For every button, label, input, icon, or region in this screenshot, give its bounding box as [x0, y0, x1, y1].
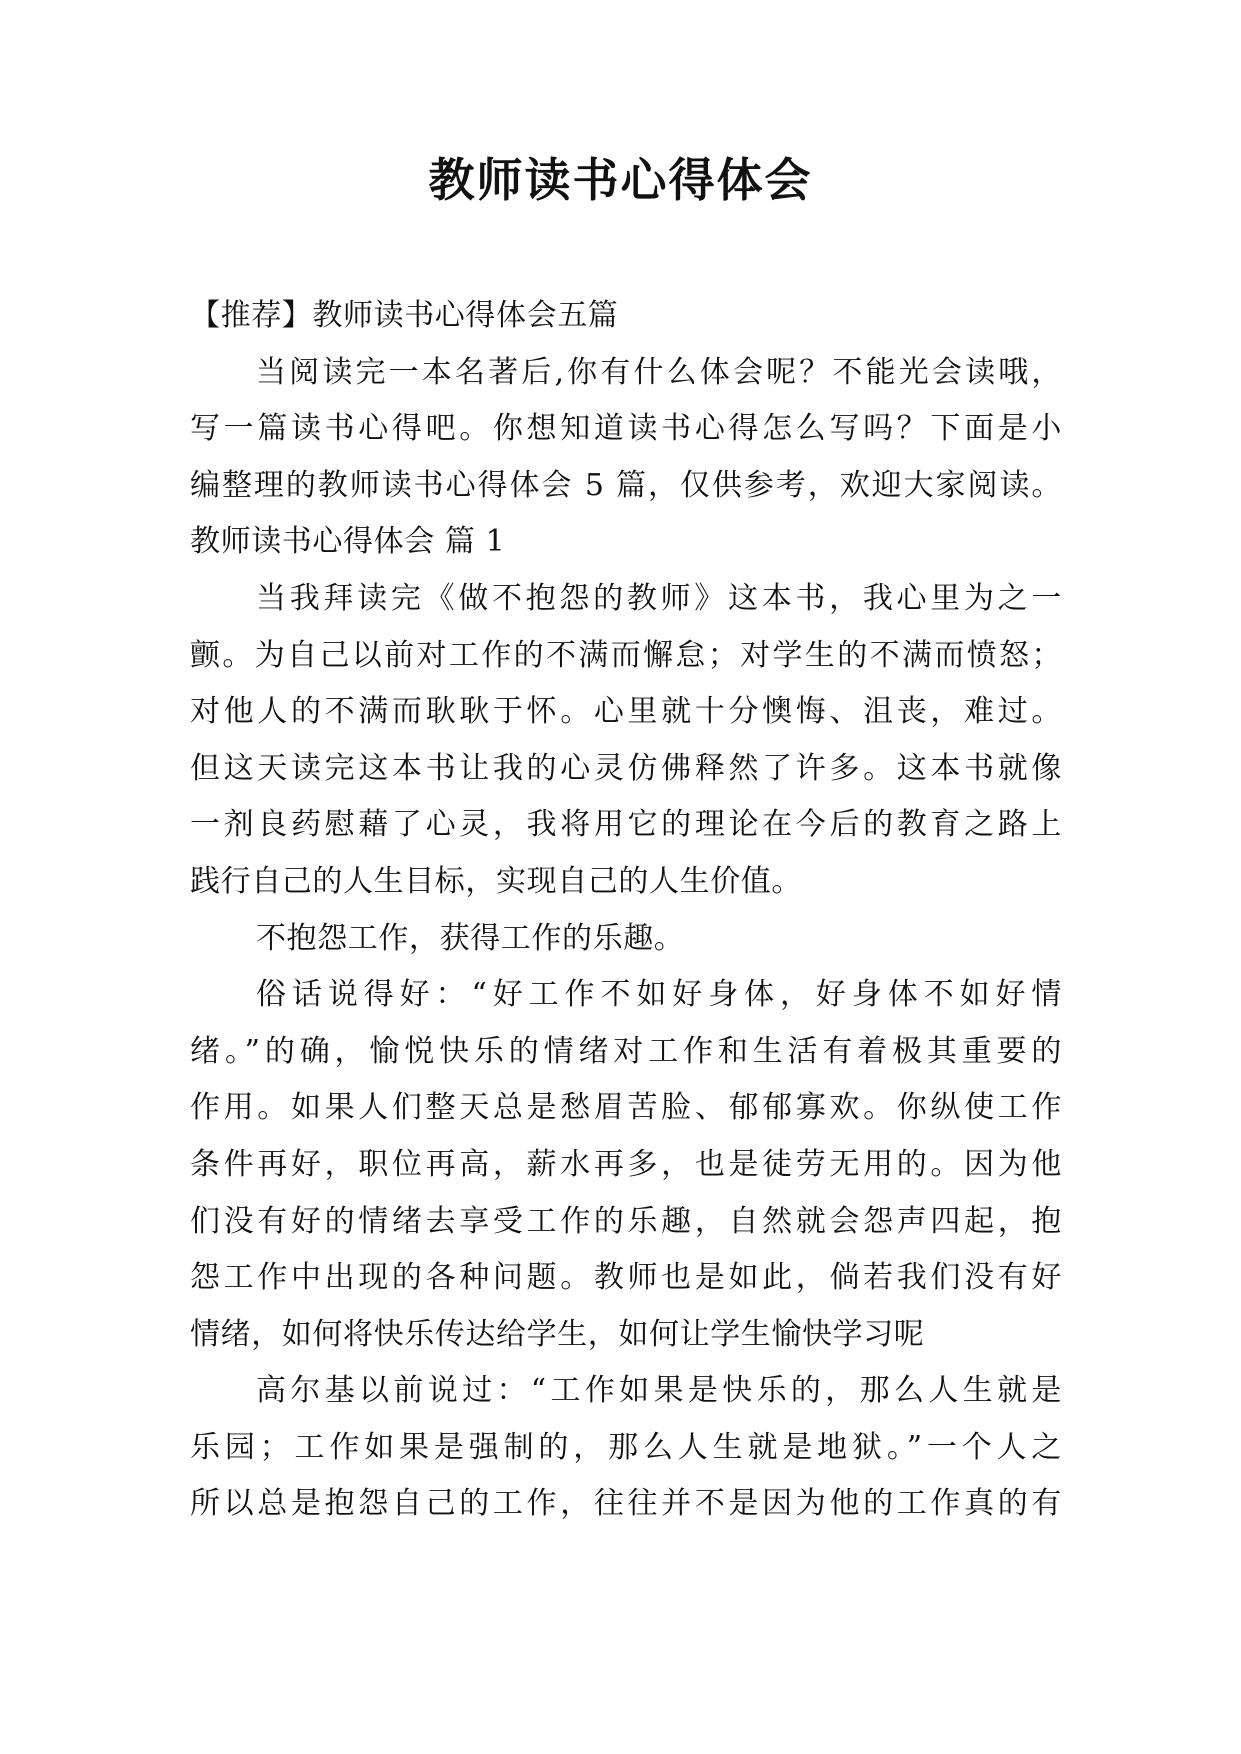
text-line: 写一篇读书心得吧。你想知道读书心得怎么写吗？下面是小	[190, 411, 1062, 447]
text-line: 当我拜读完《做不抱怨的教师》这本书，我心里为之一	[256, 580, 1062, 616]
text-line: 践行自己的人生目标，实现自己的人生价值。	[190, 863, 802, 899]
text-line: 条件再好，职位再高，薪水再多，也是徒劳无用的。因为他	[190, 1146, 1062, 1182]
text-line: 作用。如果人们整天总是愁眉苦脸、郁郁寡欢。你纵使工作	[190, 1090, 1062, 1126]
text-line: 编整理的教师读书心得体会 5 篇，仅供参考，欢迎大家阅读。	[190, 467, 1062, 503]
text-line: 绪。”的确，愉悦快乐的情绪对工作和生活有着极其重要的	[190, 1033, 1062, 1069]
text-line: 对他人的不满而耿耿于怀。心里就十分懊悔、沮丧，难过。	[190, 694, 1062, 730]
text-line: 所以总是抱怨自己的工作，往往并不是因为他的工作真的有	[190, 1486, 1062, 1522]
document-body	[190, 288, 1062, 1533]
text-line: 不抱怨工作，获得工作的乐趣。	[256, 920, 685, 956]
text-line: 高尔基以前说过：“工作如果是快乐的，那么人生就是	[256, 1373, 1062, 1409]
text-line: 但这天读完这本书让我的心灵仿佛释然了许多。这本书就像	[190, 750, 1062, 786]
text-line: 一剂良药慰藉了心灵，我将用它的理论在今后的教育之路上	[190, 807, 1062, 843]
text-line: 当阅读完一本名著后,你有什么体会呢？不能光会读哦，	[256, 354, 1062, 390]
text-line: 们没有好的情绪去享受工作的乐趣，自然就会怨声四起，抱	[190, 1203, 1062, 1239]
text-line: 乐园；工作如果是强制的，那么人生就是地狱。”一个人之	[190, 1429, 1062, 1465]
text-line: 颤。为自己以前对工作的不满而懈怠；对学生的不满而愤怒；	[190, 637, 1062, 673]
text-line: 怨工作中出现的各种问题。教师也是如此，倘若我们没有好	[190, 1260, 1062, 1296]
section-heading: 教师读书心得体会 篇 1	[190, 524, 506, 560]
text-line: 俗话说得好：“好工作不如好身体，好身体不如好情	[256, 977, 1062, 1013]
subtitle-line: 【推荐】教师读书心得体会五篇	[190, 298, 619, 333]
text-line: 情绪，如何将快乐传达给学生，如何让学生愉快学习呢	[190, 1316, 925, 1352]
document-title: 教师读书心得体会	[428, 153, 813, 207]
